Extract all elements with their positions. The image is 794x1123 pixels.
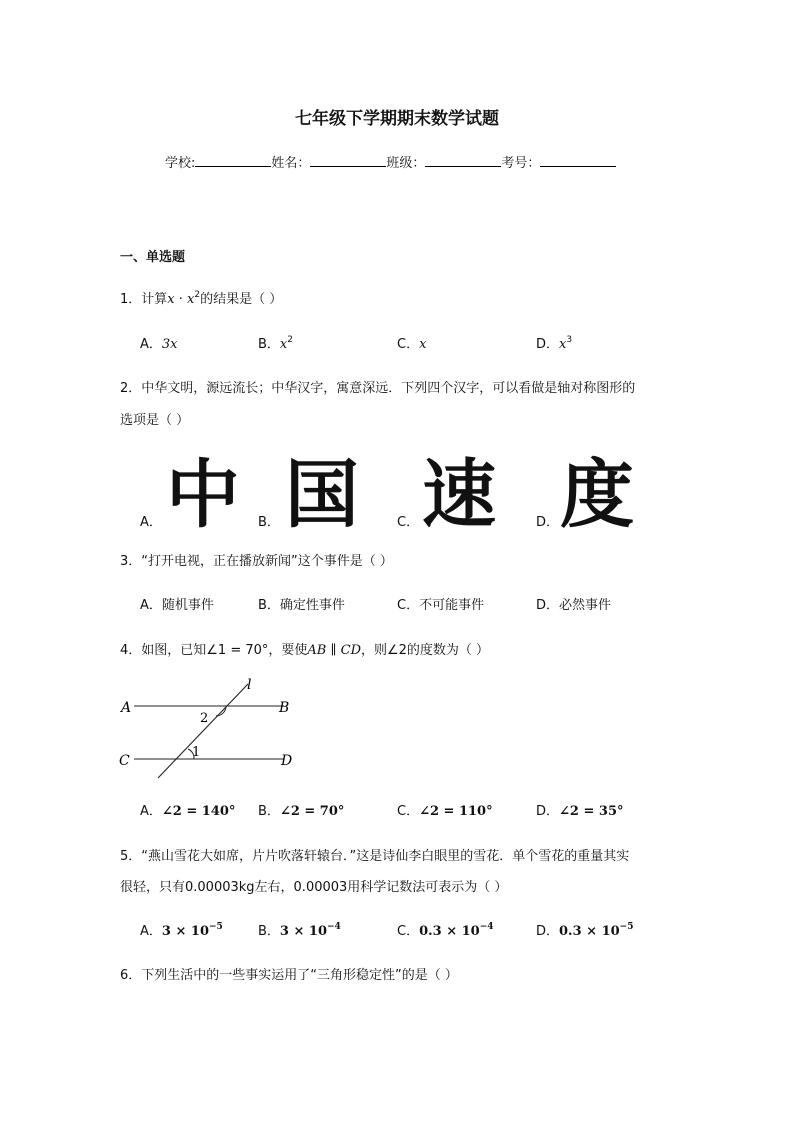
- option-value: x: [419, 337, 427, 352]
- option-label: C．: [397, 804, 420, 819]
- angle-2-arc: [216, 706, 226, 716]
- option-value: ∠2 = 70°: [279, 804, 345, 819]
- class-label: 班级：: [386, 156, 426, 171]
- q1-option-d: [536, 333, 572, 352]
- q4-prefix: 4．如图，已知∠1 = 70°，要使: [120, 643, 308, 658]
- label-angle-2: 2: [200, 711, 209, 726]
- option-label: B．: [258, 804, 280, 819]
- q2-option-b-char: 国: [285, 452, 359, 538]
- option-value: 0.3 × 10: [559, 924, 620, 939]
- q1-suffix: 的结果是（ ）: [200, 292, 283, 307]
- option-label: C．: [397, 924, 420, 939]
- q2-option-c-char: 速: [422, 452, 496, 538]
- school-label: 学校:: [165, 156, 196, 171]
- q1-option-a: [140, 333, 178, 352]
- q1-prefix: 1．计算: [120, 292, 168, 307]
- option-exponent: −4: [479, 922, 494, 932]
- option-label: D．: [536, 924, 560, 939]
- option-exponent: −4: [327, 922, 341, 932]
- q5-option-b: [258, 920, 341, 939]
- q3-option-c: C．不可能事件: [397, 598, 485, 613]
- option-exponent: 3: [566, 335, 573, 345]
- q3-option-b: B．确定性事件: [258, 598, 345, 613]
- class-blank: [425, 154, 501, 167]
- page-title: 七年级下学期期末数学试题: [295, 109, 499, 129]
- option-label: A．: [140, 804, 162, 819]
- q2-option-a-label: A．: [140, 515, 162, 530]
- q2-option-a-char: 中: [166, 452, 240, 538]
- label-b: B: [279, 700, 290, 716]
- question-5-line-1: 5．“燕山雪花大如席，片片吹落轩辕台．”这是诗仙李白眼里的雪花．单个雪花的重量其实: [120, 849, 630, 864]
- q4-option-a: [140, 800, 235, 819]
- label-c: C: [119, 753, 130, 769]
- question-2-line-1: 2．中华文明，源远流长；中华汉字，寓意深远．下列四个汉字，可以看做是轴对称图形的: [120, 381, 636, 396]
- q4-option-d: [536, 800, 624, 819]
- school-blank: [195, 154, 271, 167]
- q2-option-b-label: B．: [258, 515, 280, 530]
- option-exponent: 2: [287, 335, 293, 345]
- option-value: 3x: [161, 337, 178, 352]
- q2-option-c-label: C．: [397, 515, 420, 530]
- q4-suffix: ，则∠2的度数为（ ）: [361, 643, 490, 658]
- option-value: x: [559, 337, 567, 352]
- option-label: B．: [258, 337, 280, 352]
- option-value: 0.3 × 10: [419, 924, 480, 939]
- question-4: [120, 639, 489, 658]
- label-d: D: [281, 753, 293, 769]
- q3-option-a: A．随机事件: [140, 598, 214, 613]
- question-1: [120, 288, 282, 307]
- q1-var-2: x: [187, 292, 195, 307]
- option-label: A．: [140, 924, 162, 939]
- option-value: ∠2 = 140°: [161, 804, 236, 819]
- q5-option-a: [140, 920, 223, 939]
- question-6: 6．下列生活中的一些事实运用了“三角形稳定性”的是（ ）: [120, 968, 458, 983]
- exam-no-label: 考号：: [501, 156, 541, 171]
- question-3: 3．“打开电视，正在播放新闻”这个事件是（ ）: [120, 554, 393, 569]
- label-angle-1: 1: [192, 745, 201, 760]
- exam-no-blank: [540, 154, 616, 167]
- option-label: A．: [140, 337, 162, 352]
- option-value: 3 × 10: [279, 924, 328, 939]
- option-value: ∠2 = 110°: [419, 804, 493, 819]
- q4-option-c: [397, 800, 493, 819]
- name-blank: [310, 154, 386, 167]
- name-label: 姓名：: [271, 156, 311, 171]
- question-2-line-2: 选项是（ ）: [120, 413, 190, 428]
- option-label: D．: [536, 337, 560, 352]
- option-exponent: −5: [209, 922, 223, 932]
- option-label: C．: [397, 337, 420, 352]
- q1-option-b: [258, 333, 293, 352]
- option-value: 3 × 10: [161, 924, 209, 939]
- q2-option-d-char: 度: [560, 452, 634, 538]
- q1-exponent: 2: [194, 290, 201, 300]
- question-5-line-2: 很轻，只有0.00003kg左右，0.00003用科学记数法可表示为（ ）: [120, 880, 508, 895]
- label-a: A: [121, 700, 132, 716]
- q2-option-d-label: D．: [536, 515, 560, 530]
- q5-option-d: [536, 920, 633, 939]
- parallel-lines-figure: [116, 672, 316, 784]
- option-label: D．: [536, 804, 560, 819]
- q4-option-b: [258, 800, 344, 819]
- q4-relation: AB ∥ CD: [307, 643, 361, 658]
- student-info-line: [165, 152, 616, 171]
- q1-option-c: [397, 333, 426, 352]
- q3-option-d: D．必然事件: [536, 598, 612, 613]
- option-exponent: −5: [619, 922, 634, 932]
- section-heading: 一、单选题: [120, 250, 186, 265]
- q5-option-c: [397, 920, 494, 939]
- option-value: ∠2 = 35°: [559, 804, 624, 819]
- q1-var-1: x: [167, 292, 175, 307]
- q1-dot: ·: [174, 292, 188, 307]
- transversal-l: [158, 684, 248, 778]
- option-label: B．: [258, 924, 280, 939]
- label-l: l: [247, 677, 252, 693]
- option-value: x: [279, 337, 288, 352]
